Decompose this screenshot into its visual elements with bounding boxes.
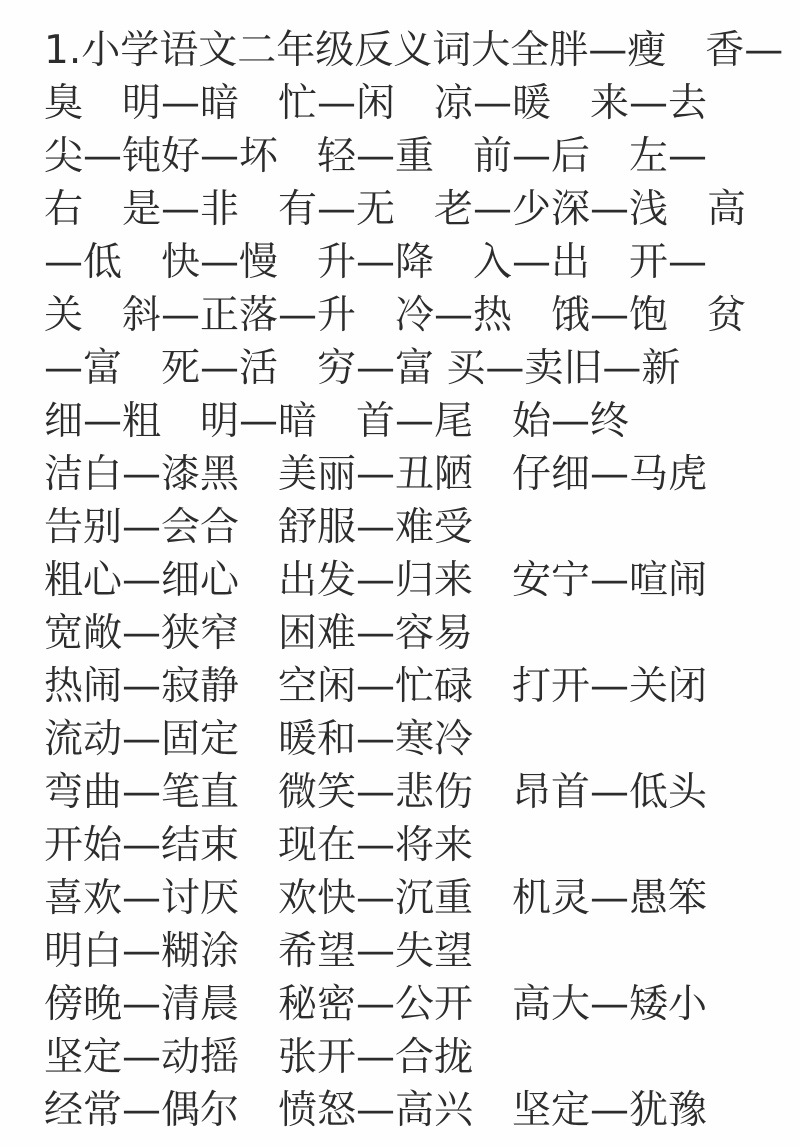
text-line: 右 是—非 有—无 老—少深—浅 高: [44, 187, 747, 232]
text-line: —富 死—活 穷—富 买—卖旧—新: [44, 346, 681, 391]
text-line: 开始—结束 现在—将来: [44, 823, 474, 868]
text-line: 傍晚—清晨 秘密—公开 高大—矮小: [44, 982, 708, 1027]
text-line: 粗心—细心 出发—归来 安宁—喧闹: [44, 558, 708, 603]
text-line: 坚定—动摇 张开—合拢: [44, 1035, 474, 1080]
text-line: 宽敞—狭窄 困难—容易: [44, 611, 474, 656]
text-line: 洁白—漆黑 美丽—丑陋 仔细—马虎: [44, 452, 708, 497]
text-line: 经常—偶尔 愤怒—高兴 坚定—犹豫: [44, 1088, 708, 1133]
text-line: 尖—钝好—坏 轻—重 前—后 左—: [44, 134, 708, 179]
text-line: 臭 明—暗 忙—闲 凉—暖 来—去: [44, 81, 708, 126]
text-line: 热闹—寂静 空闲—忙碌 打开—关闭: [44, 664, 708, 709]
text-line: 弯曲—笔直 微笑—悲伤 昂首—低头: [44, 770, 708, 815]
text-line: 告别—会合 舒服—难受: [44, 505, 474, 550]
text-line: 明白—糊涂 希望—失望: [44, 929, 474, 974]
text-line: 细—粗 明—暗 首—尾 始—终: [44, 399, 630, 444]
text-line: 流动—固定 暖和—寒冷: [44, 717, 474, 762]
text-line: 喜欢—讨厌 欢快—沉重 机灵—愚笨: [44, 876, 708, 921]
document-title-line: 1.小学语文二年级反义词大全胖—瘦 香—: [44, 28, 784, 73]
text-line: —低 快—慢 升—降 入—出 开—: [44, 240, 708, 285]
text-line: 关 斜—正落—升 冷—热 饿—饱 贫: [44, 293, 747, 338]
